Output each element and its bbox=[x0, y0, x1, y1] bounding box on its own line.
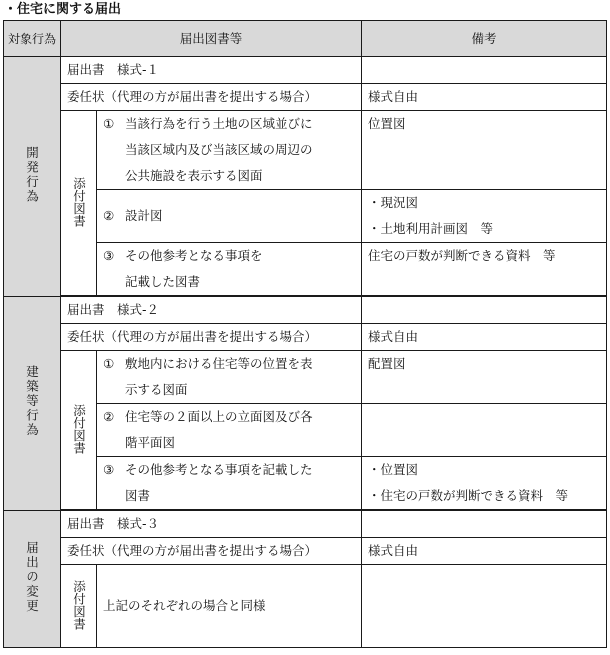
header-remarks: 備考 bbox=[362, 21, 607, 57]
attachment-item: ② 設計図 bbox=[97, 190, 362, 243]
remarks-cell: 位置図 bbox=[362, 111, 607, 190]
attachment-item: ③ その他参考となる事項を記載した 図書 bbox=[97, 457, 362, 510]
attach-label: 添付図書 bbox=[61, 351, 97, 510]
remarks-cell bbox=[362, 511, 607, 538]
table-row bbox=[4, 565, 607, 648]
group-label-development: 開発行為 bbox=[4, 57, 61, 297]
attachment-item: ① 当該行為を行う土地の区域並びに 当該区域内及び当該区域の周辺の 公共施設を表示する図面 bbox=[97, 111, 362, 190]
group-label-change: 届出の変更 bbox=[4, 511, 61, 648]
table-row bbox=[4, 324, 607, 351]
table-row bbox=[4, 538, 607, 565]
remarks-cell: 様式自由 bbox=[362, 84, 607, 111]
table-row bbox=[4, 297, 607, 324]
remarks-cell bbox=[362, 297, 607, 324]
attachment-item: ① 敷地内における住宅等の位置を表 示する図面 bbox=[97, 351, 362, 404]
section-title: ・住宅に関する届出 bbox=[4, 2, 122, 17]
proxy-cell: 委任状（代理の方が届出書を提出する場合） bbox=[61, 324, 362, 351]
attachment-item: ③ その他参考となる事項を 記載した図書 bbox=[97, 243, 362, 296]
remarks-cell: 住宅の戸数が判断できる資料 等 bbox=[362, 243, 607, 296]
remarks-cell bbox=[362, 404, 607, 457]
form-cell: 届出書 様式-１ bbox=[61, 57, 362, 84]
same-as-above-cell: 上記のそれぞれの場合と同様 bbox=[97, 565, 362, 648]
form-cell: 届出書 様式-３ bbox=[61, 511, 362, 538]
notification-table bbox=[3, 20, 607, 648]
table-row bbox=[4, 511, 607, 538]
remarks-cell bbox=[362, 57, 607, 84]
table-row bbox=[4, 351, 607, 404]
attach-label: 添付図書 bbox=[61, 111, 97, 296]
remarks-cell: 様式自由 bbox=[362, 538, 607, 565]
table-row bbox=[4, 57, 607, 84]
header-target: 対象行為 bbox=[4, 21, 61, 57]
remarks-cell bbox=[362, 565, 607, 648]
remarks-cell: ・現況図 ・土地利用計画図 等 bbox=[362, 190, 607, 243]
table-row bbox=[4, 84, 607, 111]
header-docs: 届出図書等 bbox=[61, 21, 362, 57]
attachment-item: ② 住宅等の２面以上の立面図及び各 階平面図 bbox=[97, 404, 362, 457]
remarks-cell: ・位置図 ・住宅の戸数が判断できる資料 等 bbox=[362, 457, 607, 510]
group-label-building: 建築等行為 bbox=[4, 297, 61, 511]
remarks-cell: 様式自由 bbox=[362, 324, 607, 351]
remarks-cell: 配置図 bbox=[362, 351, 607, 404]
form-cell: 届出書 様式-２ bbox=[61, 297, 362, 324]
proxy-cell: 委任状（代理の方が届出書を提出する場合） bbox=[61, 84, 362, 111]
table-row bbox=[4, 111, 607, 190]
header-row bbox=[4, 21, 607, 57]
proxy-cell: 委任状（代理の方が届出書を提出する場合） bbox=[61, 538, 362, 565]
attach-label: 添付図書 bbox=[61, 565, 97, 648]
